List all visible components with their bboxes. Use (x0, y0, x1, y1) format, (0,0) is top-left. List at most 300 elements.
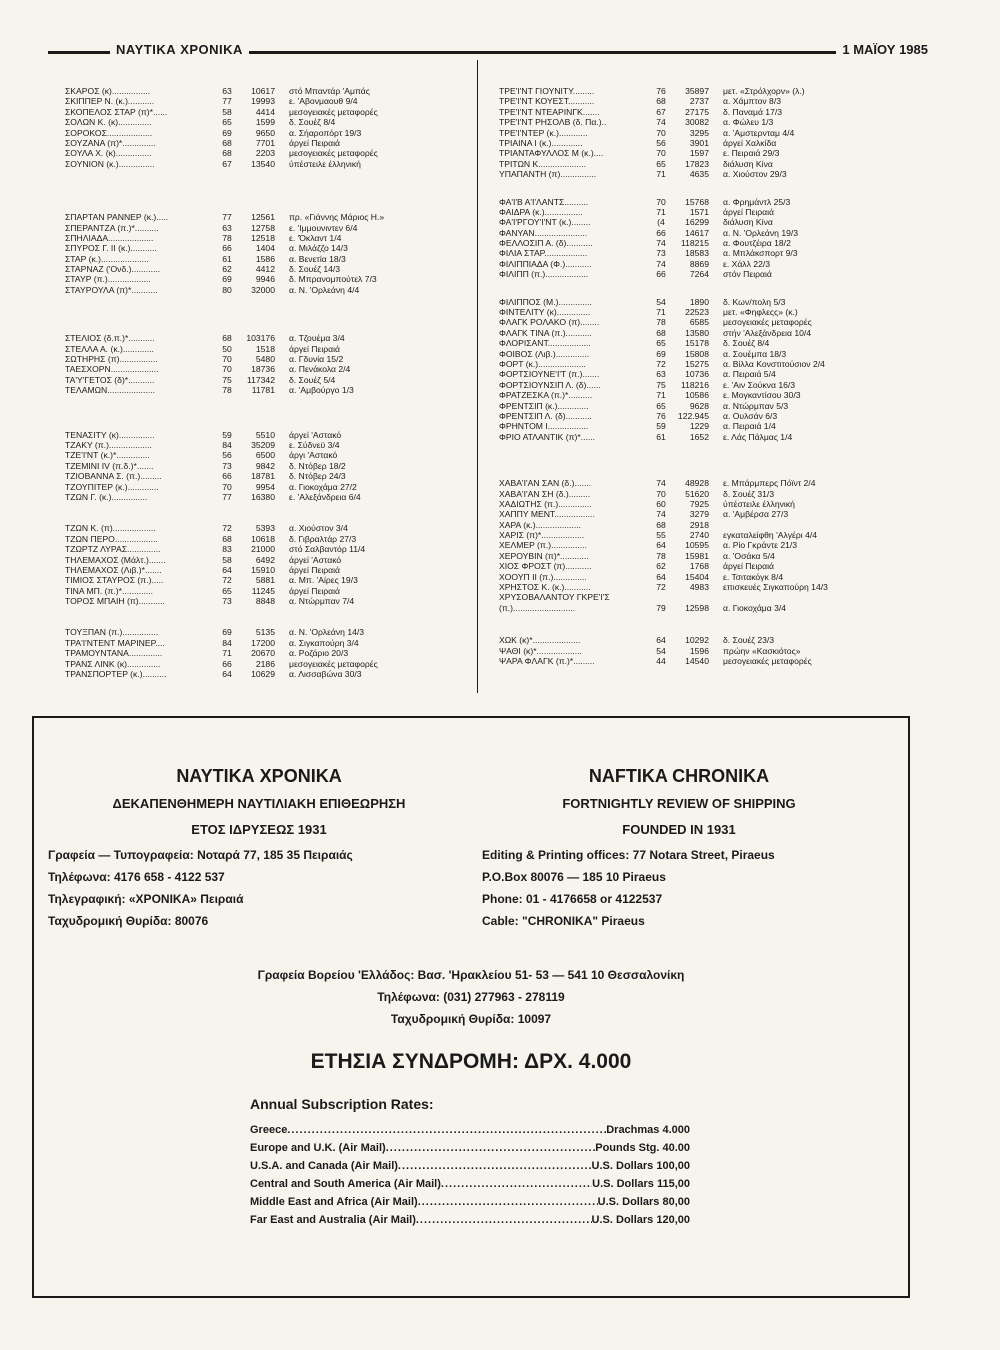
ship-tonnage: 3295 (689, 127, 709, 138)
ship-tonnage: 4635 (689, 169, 709, 180)
ship-tonnage: 1597 (689, 148, 709, 159)
ship-tonnage: 16299 (685, 217, 709, 228)
gr-pobox: Ταχυδρομική Θυρίδα: 80076 (48, 914, 209, 928)
ship-status: άργεί Πειραιά (289, 585, 340, 596)
north-pobox: Ταχυδρομική Θυρίδα: 10097 (390, 1012, 552, 1026)
ship-row (499, 359, 919, 369)
ship-status: εγκαταλείφθη 'Αλγέρι 4/4 (723, 530, 818, 541)
ship-year: 78 (656, 550, 666, 561)
ship-name: ΤΙΝΑ ΜΠ. (π.)*............. (65, 585, 154, 596)
ship-status: άργεί Πειραιά (723, 206, 774, 217)
ship-status: μετ. «Στρόλχορν» (λ.) (723, 86, 805, 96)
rate-row (250, 1124, 690, 1142)
ship-year: 65 (222, 117, 232, 128)
ship-name: ΧΙΟΣ ΦΡΟΣΤ (π)........... (499, 561, 592, 572)
rate-leader (386, 1142, 596, 1154)
rate-region: Greece (250, 1124, 288, 1136)
ship-year: 78 (222, 385, 232, 396)
ship-year: 76 (656, 410, 666, 421)
ship-row (499, 117, 919, 127)
ship-tonnage: 15910 (251, 564, 275, 575)
ship-name: ΤΖΙΟΒΑΝΝΑ Σ. (π.)......... (65, 471, 162, 482)
ship-row (65, 669, 465, 679)
ship-name: ΣΤΑΥΡ (π.).................. (65, 274, 151, 285)
rate-region: Central and South America (Air Mail) (250, 1178, 441, 1190)
ship-row (65, 471, 465, 481)
ship-row (65, 492, 465, 502)
ship-row (65, 375, 465, 385)
ship-year: 73 (656, 248, 666, 259)
ship-year: 68 (656, 519, 666, 530)
ship-row (65, 385, 465, 395)
ship-year: 71 (656, 307, 666, 318)
ship-tonnage: 15768 (685, 196, 709, 207)
ship-tonnage: 11781 (251, 385, 275, 396)
ship-name: ΤΡΕ'Ι'ΝΤ ΝΤΕΑΡΙΝΓΚ....... (499, 106, 600, 117)
ship-name: ΦΛΑΓΚ ΤΙΝΑ (π.)........... (499, 327, 592, 338)
ship-name: ΧΑΡΑ (κ.)................... (499, 519, 581, 530)
ship-tonnage: 10629 (251, 669, 275, 680)
ship-status: α. 'Αμβούργο 1/3 (289, 385, 354, 396)
ship-tonnage: 21000 (251, 544, 275, 555)
ship-status: ε. Μπάρμπερς Πόϊντ 2/4 (723, 478, 816, 489)
ship-name: ΤΙΜΙΟΣ ΣΤΑΥΡΟΣ (π.)..... (65, 575, 164, 586)
ship-tonnage: 1571 (689, 206, 709, 217)
ship-status: α. Φρημάντλ 25/3 (723, 196, 791, 207)
ship-row (65, 212, 465, 222)
ship-row (499, 297, 919, 307)
ship-year: 70 (656, 488, 666, 499)
ship-tonnage: 7925 (689, 498, 709, 509)
ship-row (499, 317, 919, 327)
ship-name: ΧΑΡΙΣ (π)*.................. (499, 530, 585, 541)
ship-status: μεσογειακές μεταφορές (289, 148, 378, 159)
ship-tonnage: 11245 (251, 585, 275, 596)
gr-title: ΝΑΥΤΙΚΑ ΧΡΟΝΙΚΑ (176, 766, 342, 786)
rate-region: U.S.A. and Canada (Air Mail) (250, 1160, 398, 1172)
ship-status: ε. 'Αλεξάνδρεια 6/4 (289, 491, 361, 502)
ship-tonnage: 35209 (251, 439, 275, 450)
ship-year: 80 (222, 284, 232, 295)
ship-year: 73 (222, 596, 232, 607)
ship-status: άργεί 'Αστακό (289, 554, 342, 565)
ship-status: ύπέστειλε έλληνική (289, 158, 361, 169)
ship-tonnage: 1596 (689, 645, 709, 656)
ship-row (65, 233, 465, 243)
ship-name: ΦΡΑΤΖΕΣΚΑ (π.)*.......... (499, 390, 593, 401)
ship-year: 68 (656, 96, 666, 107)
ship-tonnage: 2186 (255, 658, 275, 669)
ship-status: πρώην «Κασκιότος» (723, 645, 801, 656)
ship-year: 69 (222, 627, 232, 638)
ship-status (723, 592, 833, 602)
ship-status: επισκευές Σιγκαπούρη 14/3 (723, 582, 828, 593)
ship-row (65, 482, 465, 492)
ship-name: ΤΖΕ'Ι'ΝΤ (κ.)*.............. (65, 450, 150, 461)
ship-year: 59 (222, 429, 232, 440)
rate-leader (287, 1124, 606, 1136)
ship-name: ΣΠΥΡΟΣ Γ. ΙΙ (κ.)........... (65, 243, 157, 254)
rate-row (250, 1196, 690, 1214)
ship-status: α. Μπ. 'Αίρες 19/3 (289, 575, 358, 586)
ship-tonnage: 12561 (251, 212, 275, 223)
ship-row (499, 432, 919, 442)
ship-name: ΤΖΕΜΙΝΙ ΙV (π.δ.)*....... (65, 460, 154, 471)
ship-name: ΤΡΑΝΣΠΟΡΤΕΡ (κ.).......... (65, 669, 167, 680)
ship-tonnage: 14540 (685, 655, 709, 666)
ship-row (499, 380, 919, 390)
ship-status: στό Μπαντάρ 'Αμπάς (289, 86, 370, 96)
ship-row (499, 217, 919, 227)
ship-tonnage: 3279 (689, 509, 709, 520)
ship-status: άργεί Πειραιά (723, 561, 774, 572)
ship-status: πρ. «Γιάννης Μάριος Η.» (289, 212, 385, 223)
en-title: NAFTIKA CHRONIKA (588, 766, 770, 786)
ship-status: α. Γιοκοχάμα 27/2 (289, 481, 357, 492)
ship-year: 56 (222, 450, 232, 461)
rate-leader (398, 1160, 592, 1172)
ship-year: 65 (222, 585, 232, 596)
ship-tonnage: 1229 (689, 421, 709, 432)
rate-region: Far East and Australia (Air Mail) (250, 1214, 416, 1226)
ship-tonnage: 15981 (685, 550, 709, 561)
ship-tonnage: 10617 (251, 86, 275, 96)
ship-row (499, 489, 919, 499)
ship-year: 72 (222, 575, 232, 586)
ship-status: α. Πειραιά 1/4 (723, 421, 776, 432)
ship-year: 71 (656, 206, 666, 217)
ship-year: 66 (656, 269, 666, 280)
ship-row (499, 86, 919, 96)
ship-year: 60 (656, 498, 666, 509)
ship-tonnage: 32000 (251, 284, 275, 295)
page-header (48, 42, 928, 62)
ship-group (499, 297, 919, 442)
ship-tonnage: 2918 (689, 519, 709, 530)
ship-year: 44 (656, 655, 666, 666)
ship-status: δ. Γιβραλτάρ 27/3 (289, 533, 357, 544)
ship-status: δ. Μπρανομπούτελ 7/3 (289, 274, 377, 285)
subscription-price: ΕΤΗΣΙΑ ΣΥΝΔΡΟΜΗ: ΔΡΧ. 4.000 (310, 1050, 632, 1073)
ship-name: ΤΖΩΡΤΖ ΛΥΡΑΣ.............. (65, 544, 161, 555)
rate-leader (418, 1196, 598, 1208)
ship-name: ΦΡΕΝΤΣΙΠ (κ.)............. (499, 400, 589, 411)
ship-year: 59 (656, 421, 666, 432)
ship-status: α. Χιούστον 3/4 (289, 523, 348, 534)
ship-status: α. Ντώρμπαν 7/4 (289, 596, 355, 607)
ship-name: ΦΙΛΙΠΠ (π.).................. (499, 269, 589, 280)
ship-year: 67 (222, 158, 232, 169)
ship-status: διάλυση Κίνα (723, 158, 773, 169)
ship-group (65, 212, 465, 295)
ship-row (65, 96, 465, 106)
ship-status: α. Ροζάριο 20/3 (289, 648, 349, 659)
ship-name: ΣΟΛΩΝ Κ. (κ).............. (65, 117, 152, 128)
ship-name: ΤΕΝΑΣΙΤΥ (κ)............... (65, 429, 155, 440)
ship-name: ΦΡΙΟ ΑΤΛΑΝΤΙΚ (π)*...... (499, 431, 596, 442)
ship-name: ΧΕΛΜΕΡ (π.)............... (499, 540, 587, 551)
gr-subtitle: ΔΕΚΑΠΕΝΘΗΜΕΡΗ ΝΑΥΤΙΛΙΑΚΗ ΕΠΙΘΕΩΡΗΣΗ (112, 796, 406, 811)
ship-year: 71 (656, 169, 666, 180)
ship-year: 77 (222, 491, 232, 502)
ship-row (499, 269, 919, 279)
ship-name: ΧΡΗΣΤΟΣ Κ. (κ.)........... (499, 582, 591, 593)
ship-tonnage: 10618 (251, 533, 275, 544)
ship-row (499, 540, 919, 550)
ship-year: 72 (222, 523, 232, 534)
ship-tonnage: 1586 (255, 253, 275, 264)
ship-group (499, 197, 919, 280)
ship-name: ΤΖΟΥΠΙΤΕΡ (κ.)............. (65, 481, 159, 492)
ship-status: α. Ντώρμπαν 5/3 (723, 400, 789, 411)
ship-year: 70 (222, 364, 232, 375)
ship-row (65, 159, 465, 169)
ship-status: α. Φώλευ 1/3 (723, 117, 774, 128)
ship-year: 79 (656, 602, 666, 613)
ship-name: ΧΑΔΙΩΤΗΣ (π.).............. (499, 498, 592, 509)
ship-name: ΦΑ'Ι'Β Α'Ι'ΛΑΝΤΣ.......... (499, 196, 589, 207)
rate-leader (441, 1178, 592, 1190)
ship-year: 77 (222, 96, 232, 107)
ship-row (65, 107, 465, 117)
ship-row (499, 530, 919, 540)
ship-year: 78 (222, 232, 232, 243)
ship-status: μεσογειακές μεταφορές (289, 106, 378, 117)
ship-tonnage: 5393 (255, 523, 275, 534)
ship-tonnage: 18781 (251, 471, 275, 482)
ship-status: δ. Σουέζ 5/4 (289, 374, 336, 385)
ship-row (499, 148, 919, 158)
ship-row (499, 572, 919, 582)
ship-row (65, 659, 465, 669)
ship-row (65, 223, 465, 233)
ship-status: α. Βίλλα Κονστιτούσιον 2/4 (723, 358, 825, 369)
ship-row (65, 534, 465, 544)
ship-tonnage: 122.945 (677, 410, 709, 421)
ship-row (65, 243, 465, 253)
ship-name: ΣΟΥΝΙΟΝ (κ.)............... (65, 158, 155, 169)
rates-list (250, 1124, 690, 1232)
ship-year: 72 (656, 358, 666, 369)
ship-group (65, 430, 465, 503)
ship-year: 69 (222, 274, 232, 285)
ship-status: διάλυση Κίνα (723, 217, 773, 228)
ship-year: 64 (656, 635, 666, 646)
ship-name: ΧΡΥΣΟΒΑΛΑΝΤΟΥ ΓΚΡΕ'Ι'Σ (499, 592, 610, 603)
ship-row (499, 401, 919, 411)
ship-year: 66 (222, 471, 232, 482)
ship-name: ΨΑΡΑ ΦΛΑΓΚ (π.)*......... (499, 655, 595, 666)
ship-status: ε. Τσιτακόγκ 8/4 (723, 571, 784, 582)
ship-year: 58 (222, 106, 232, 117)
ship-row (65, 544, 465, 554)
ship-name: ΣΤΑΥΡΟΥΛΑ (π)*........... (65, 284, 158, 295)
ship-status: α. Σιγκαπούρη 3/4 (289, 637, 359, 648)
ship-name: ΨΑΘΙ (κ)*................... (499, 645, 582, 656)
ship-name: ΣΤΑΡΝΑΖ ('Ονδ.)............ (65, 264, 161, 275)
ship-name: ΦΑ'Ι'ΡΓΟΥ'Ι'ΝΤ (κ.)........ (499, 217, 591, 228)
ship-status: δ. Σουέζ 14/3 (289, 264, 341, 275)
ship-status: δ. Σουέζ 8/4 (723, 338, 770, 349)
ship-name: ΦΛΑΓΚ ΡΟΛΑΚΟ (π)........ (499, 317, 600, 328)
ship-row (499, 656, 919, 666)
ship-status: α. Μπλάκσπορτ 9/3 (723, 248, 798, 259)
ship-row (65, 461, 465, 471)
ship-group (499, 635, 919, 666)
ship-status: α. Τζουέμα 3/4 (289, 333, 345, 344)
ship-tonnage: 18736 (251, 364, 275, 375)
ship-year: 84 (222, 637, 232, 648)
ship-tonnage: 17200 (251, 637, 275, 648)
ship-status: ε. Λάς Πάλμας 1/4 (723, 431, 793, 442)
rate-price: Drachmas 4.000 (606, 1124, 690, 1136)
ship-tonnage: 51620 (685, 488, 709, 499)
gr-cable: Τηλεγραφική: «ΧΡΟΝΙΚΑ» Πειραιά (48, 892, 244, 906)
ship-row (65, 638, 465, 648)
ship-year: 58 (222, 554, 232, 565)
ship-year: 70 (222, 481, 232, 492)
ship-tonnage: 118215 (680, 238, 709, 249)
ship-status: α. Χάμπτον 8/3 (723, 96, 782, 107)
ship-tonnage: 35897 (685, 86, 709, 96)
ship-group (499, 478, 919, 613)
ship-tonnage: 48928 (685, 478, 709, 489)
ship-name: ΤΡΕ'Ι'ΝΤ ΓΙΟΥΝΙΤΥ......... (499, 86, 595, 96)
ship-tonnage: 13540 (251, 158, 275, 169)
ship-name: ΦΟΡΤ (κ.).................... (499, 358, 586, 369)
ship-row (499, 478, 919, 488)
ship-year: 83 (222, 544, 232, 555)
ship-name: ΤΗΛΕΜΑΧΟΣ (Μάλτ.)....... (65, 554, 166, 565)
ship-year: 74 (656, 258, 666, 269)
ship-row (65, 586, 465, 596)
ship-name: ΦΛΟΡΙΣΑΝΤ.................. (499, 338, 591, 349)
ship-tonnage: 13580 (685, 327, 709, 338)
ship-name: ΤΑΕΣΧΟΡΝ.................... (65, 364, 159, 375)
en-offices: Editing & Printing offices: 77 Notara Street, Piraeus (482, 848, 775, 862)
rate-price: U.S. Dollars 100,00 (591, 1160, 690, 1172)
gr-founded: ΕΤΟΣ ΙΔΡΥΣΕΩΣ 1931 (191, 822, 327, 837)
ship-tonnage: 7264 (689, 269, 709, 280)
ship-year: 63 (656, 369, 666, 380)
ship-status: α. Λισσαβώνα 30/3 (289, 669, 362, 680)
ship-row (499, 128, 919, 138)
en-founded: FOUNDED IN 1931 (622, 822, 736, 837)
ship-tonnage: 8869 (689, 258, 709, 269)
ship-name: ΤΖΩΝ Κ. (π).................. (65, 523, 156, 534)
ship-row (499, 169, 919, 179)
ship-year: 69 (656, 348, 666, 359)
header-date: 1 ΜΑΪΟΥ 1985 (836, 42, 928, 57)
ship-status: μετ. «Φηφλεςς» (κ.) (723, 307, 798, 318)
ship-row (499, 411, 919, 421)
ship-year: 63 (222, 86, 232, 96)
ship-row (65, 354, 465, 364)
ship-name: ΦΙΛΙΠΠΙΑΔΑ (Φ.)........... (499, 258, 592, 269)
ship-tonnage: 15808 (685, 348, 709, 359)
ship-tonnage: 19993 (251, 96, 275, 107)
ship-row (499, 238, 919, 248)
ship-row (499, 328, 919, 338)
ship-name: ΤΕΛΑΜΩΝ.................... (65, 385, 155, 396)
ship-status: ε. 'Όκλαντ 1/4 (289, 232, 342, 243)
ship-name: ΦΙΝΤΕΛΙΤΥ (κ).............. (499, 307, 591, 318)
ship-status: ε. Σύδνεϋ 3/4 (289, 439, 340, 450)
ship-year: 65 (656, 338, 666, 349)
ship-row (65, 596, 465, 606)
ship-year: 74 (656, 238, 666, 249)
ship-row (65, 117, 465, 127)
ship-tonnage: 15404 (685, 571, 709, 582)
ship-row (499, 138, 919, 148)
ship-name: ΤΡΑΝΣ ΛΙΝΚ (κ).............. (65, 658, 161, 669)
ship-status: α. Γιοκοχάμα 3/4 (723, 602, 787, 613)
ship-name: ΤΡΑ'Ι'ΝΤΕΝΤ ΜΑΡΙΝΕΡ.... (65, 637, 165, 648)
rate-leader (416, 1214, 592, 1226)
ship-tonnage: 10586 (685, 390, 709, 401)
ship-tonnage: 10292 (685, 635, 709, 646)
ship-name: ΤΖΩΝ ΠΕΡΟ.................. (65, 533, 158, 544)
ship-status: μεσογειακές μεταφορές (723, 655, 812, 666)
ship-name: ΣΚΑΡΟΣ (κ)................ (65, 86, 151, 96)
ship-year: 66 (222, 243, 232, 254)
ship-name: ΤΡΑΜΟΥΝΤΑΝΑ.............. (65, 648, 163, 659)
ship-tonnage: 5135 (255, 627, 275, 638)
ship-year: 68 (222, 148, 232, 159)
ship-tonnage: 4412 (255, 264, 275, 275)
ship-name: ΣΟΥΛΑ Χ. (κ)............... (65, 148, 152, 159)
ship-name: ΧΑΒΑ'Ι'ΑΝ ΣΑΝ (δ.)....... (499, 478, 592, 489)
ship-row (65, 274, 465, 284)
rate-region: Middle East and Africa (Air Mail) (250, 1196, 418, 1208)
ship-status: μεσογειακές μεταφορές (723, 317, 812, 328)
ship-row (65, 430, 465, 440)
ship-row (65, 264, 465, 274)
en-subtitle: FORTNIGHTLY REVIEW OF SHIPPING (562, 796, 796, 811)
ship-name: ΦΟΡΤΣΙΟΥΝΣΙΠ Λ. (δ)...... (499, 379, 601, 390)
ship-tonnage: 4414 (255, 106, 275, 117)
ship-status: ε. 'Αβονμαουθ 9/4 (289, 96, 358, 107)
ship-year: 71 (656, 390, 666, 401)
right-ship-list (499, 86, 919, 666)
ship-year: 66 (222, 658, 232, 669)
ship-row (499, 259, 919, 269)
ship-tonnage: 2737 (689, 96, 709, 107)
ship-status: α. 'Οσάκα 5/4 (723, 550, 775, 561)
ship-row (499, 338, 919, 348)
ship-name: ΦΟΙΒΟΣ (Λιβ.).............. (499, 348, 590, 359)
ship-year: 65 (656, 158, 666, 169)
ship-year: 54 (656, 645, 666, 656)
ship-tonnage: 1768 (689, 561, 709, 572)
ship-row (499, 592, 919, 602)
ship-group (499, 86, 919, 180)
ship-row (499, 207, 919, 217)
ship-row (499, 635, 919, 645)
ship-name: ΦΑΙΔΡΑ (κ.)................ (499, 206, 583, 217)
ship-row (65, 523, 465, 533)
ship-row (499, 561, 919, 571)
ship-status: α. Σήαροπόρτ 19/3 (289, 127, 362, 138)
ship-name: ΧΟΟΥΠ ΙΙ (π.).............. (499, 571, 587, 582)
north-phones: Τηλέφωνα: (031) 277963 - 278119 (377, 990, 565, 1004)
ship-name: ΧΑΠΠΥ ΜΕΝΤ................. (499, 509, 595, 520)
ship-name: ΤΖΩΝ Γ. (κ.)............... (65, 491, 148, 502)
ship-year: 70 (656, 127, 666, 138)
ship-year: 76 (656, 86, 666, 96)
ship-name: ΤΖΑΚΥ (π.).................. (65, 439, 152, 450)
ship-status: α. Ουλσάν 6/3 (723, 410, 778, 421)
